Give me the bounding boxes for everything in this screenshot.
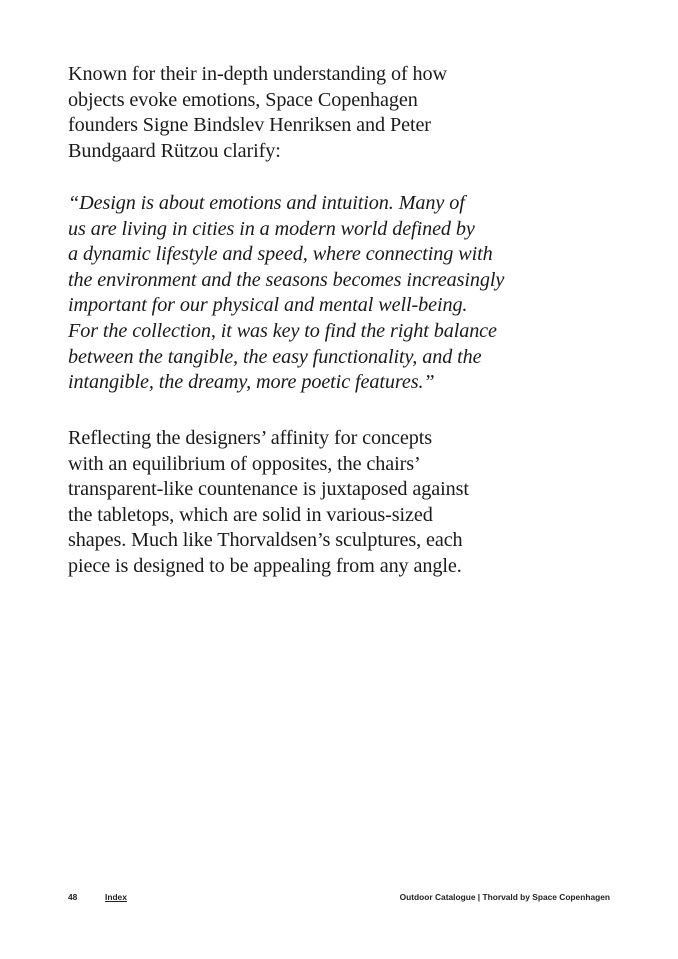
design-line: shapes. Much like Thorvaldsen’s sculptures, each (68, 529, 463, 552)
quote-line: the environment and the seasons becomes increasingly (68, 268, 505, 291)
quote-line: intangible, the dreamy, more poetic features.” (68, 371, 435, 394)
quote-line: between the tangible, the easy functionality, and the (68, 345, 482, 368)
index-link[interactable]: Index (105, 892, 127, 902)
intro-line: Bundgaard Rützou clarify: (68, 139, 281, 162)
design-paragraph (68, 426, 469, 580)
design-line: piece is designed to be appealing from any angle. (68, 554, 462, 577)
intro-line: objects evoke emotions, Space Copenhagen (68, 88, 418, 111)
quote-line: “Design is about emotions and intuition. Many of (68, 192, 465, 214)
design-line: Reflecting the designers’ affinity for concepts (68, 427, 432, 449)
intro-paragraph (68, 62, 447, 164)
designer-quote (68, 191, 504, 396)
page-number: 48 (68, 892, 78, 902)
quote-line: a dynamic lifestyle and speed, where connecting with (68, 243, 493, 266)
design-line: transparent-like countenance is juxtaposed against (68, 478, 469, 501)
intro-line: founders Signe Bindslev Henriksen and Peter (68, 114, 431, 137)
design-line: the tabletops, which are solid in various-sized (68, 503, 433, 526)
quote-line: important for our physical and mental well-being. (68, 294, 468, 317)
quote-line: us are living in cities in a modern world defined by (68, 217, 475, 240)
intro-line: Known for their in-depth understanding of how (68, 63, 447, 85)
catalogue-title: Outdoor Catalogue | Thorvald by Space Copenhagen (399, 892, 610, 902)
design-line: with an equilibrium of opposites, the chairs’ (68, 452, 421, 475)
quote-line: For the collection, it was key to find the right balance (68, 319, 497, 342)
page-footer (0, 888, 678, 908)
